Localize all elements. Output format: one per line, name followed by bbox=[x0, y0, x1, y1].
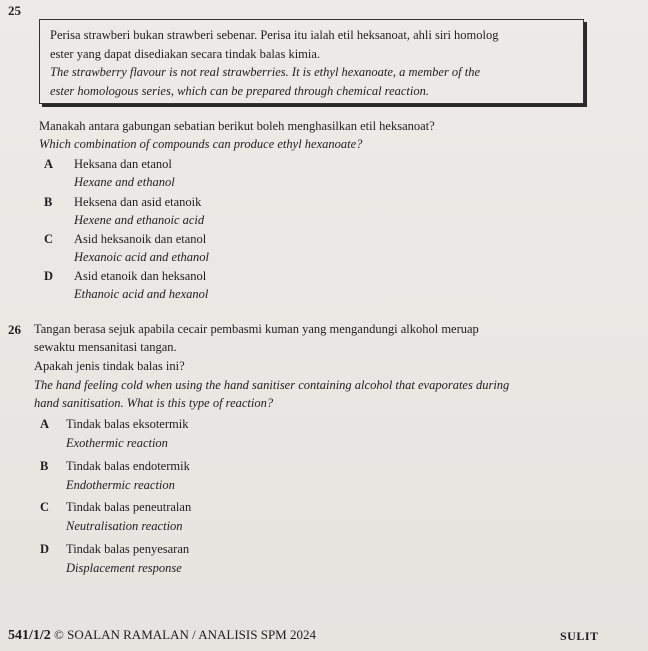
q26-option-b-en: Endothermic reaction bbox=[66, 478, 175, 492]
q26-option-c-ms[interactable]: Tindak balas peneutralan bbox=[66, 500, 192, 514]
question-25-number: 25 bbox=[8, 3, 21, 18]
q26-option-d-en: Displacement response bbox=[66, 561, 182, 575]
q25-stimulus-ms-line1: Perisa strawberi bukan strawberi sebenar. Perisa itu ialah etil heksanoat, ahli siri homolog bbox=[50, 28, 499, 42]
footer-left bbox=[8, 627, 316, 644]
sulit-label: SULIT bbox=[560, 629, 599, 643]
q26-stem-en-line2: hand sanitisation. What is this type of reaction? bbox=[34, 396, 274, 410]
q26-option-c-letter[interactable]: C bbox=[40, 500, 50, 514]
q25-option-b-letter[interactable]: B bbox=[44, 195, 53, 209]
q26-option-a-ms[interactable]: Tindak balas eksotermik bbox=[66, 417, 189, 431]
q26-stem-en-line1: The hand feeling cold when using the hand sanitiser containing alcohol that evaporates during bbox=[34, 378, 510, 392]
q25-option-c-ms[interactable]: Asid heksanoik dan etanol bbox=[74, 232, 207, 246]
q25-option-c-en: Hexanoic acid and ethanol bbox=[74, 250, 210, 264]
q26-option-a-letter[interactable]: A bbox=[40, 417, 50, 431]
q25-option-a-ms[interactable]: Heksana dan etanol bbox=[74, 157, 172, 171]
q25-option-d-en: Ethanoic acid and hexanol bbox=[74, 287, 209, 301]
q25-option-d-letter[interactable]: D bbox=[44, 269, 54, 283]
q25-stimulus-en-line2: ester homologous series, which can be prepared through chemical reaction. bbox=[50, 83, 429, 98]
paper-code: 541/1/2 bbox=[8, 628, 51, 643]
q25-stimulus-en-line1: The strawberry flavour is not real strawberries. It is ethyl hexanoate, a member of the bbox=[50, 65, 481, 79]
q25-option-a-letter[interactable]: A bbox=[44, 157, 54, 171]
q26-option-c-en: Neutralisation reaction bbox=[66, 519, 183, 533]
q26-option-d-letter[interactable]: D bbox=[40, 542, 50, 556]
q25-question-ms: Manakah antara gabungan sebatian berikut boleh menghasilkan etil heksanoat? bbox=[39, 119, 435, 133]
question-26-number: 26 bbox=[8, 322, 21, 337]
q25-option-b-ms[interactable]: Heksena dan asid etanoik bbox=[74, 195, 202, 209]
q26-question-ms: Apakah jenis tindak balas ini? bbox=[34, 359, 185, 373]
q26-option-b-ms[interactable]: Tindak balas endotermik bbox=[66, 459, 190, 473]
q25-option-b-en: Hexene and ethanoic acid bbox=[74, 213, 205, 227]
q25-option-c-letter[interactable]: C bbox=[44, 232, 54, 246]
q26-stem-ms-line1: Tangan berasa sejuk apabila cecair pembasmi kuman yang mengandungi alkohol meruap bbox=[34, 322, 479, 336]
q25-stimulus-text bbox=[50, 26, 575, 100]
q25-stimulus-box bbox=[39, 19, 584, 104]
q26-option-a-en: Exothermic reaction bbox=[66, 436, 168, 450]
q25-question-en: Which combination of compounds can produce ethyl hexanoate? bbox=[39, 137, 363, 151]
copyright-text: © SOALAN RAMALAN / ANALISIS SPM 2024 bbox=[54, 627, 316, 642]
q26-stem-ms-line2: sewaktu mensanitasi tangan. bbox=[34, 340, 177, 354]
q26-option-b-letter[interactable]: B bbox=[40, 459, 49, 473]
q25-option-a-en: Hexane and ethanol bbox=[74, 175, 175, 189]
q25-stimulus-ms-line2: ester yang dapat disediakan secara tindak balas kimia. bbox=[50, 46, 321, 61]
q26-option-d-ms[interactable]: Tindak balas penyesaran bbox=[66, 542, 190, 556]
q25-option-d-ms[interactable]: Asid etanoik dan heksanol bbox=[74, 269, 207, 283]
